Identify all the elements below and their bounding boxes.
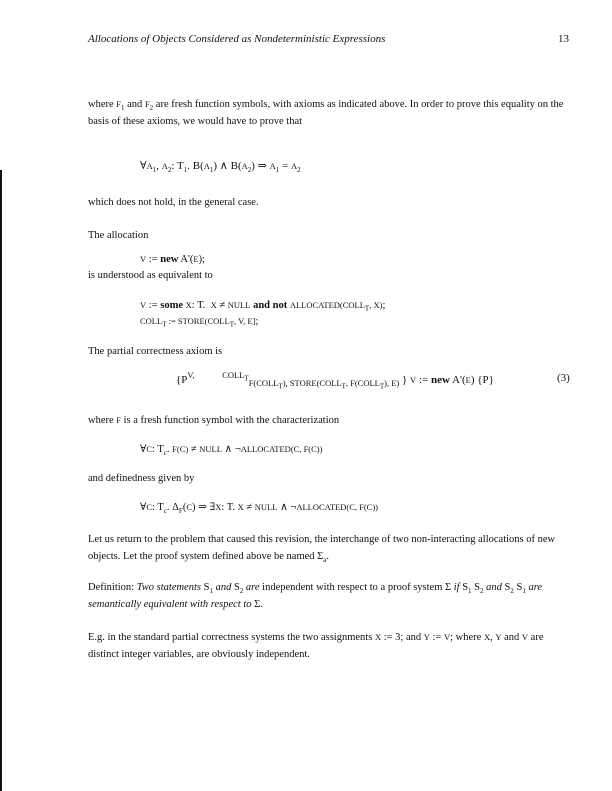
page-number: 13 xyxy=(558,33,569,45)
paragraph-9: Definition: Two statements $S_1$ and $S_2$ are independent with respect to a proof system Σ if $S_1$ $S_2$ and $S_2$ $S_1$ are semantically equivalent with respect to Σ. xyxy=(88,582,543,610)
formula-5: ∀C: $T_c$. F(C) ≠ NULL ∧ ¬ALLOCATED(C, F(C)) xyxy=(140,444,323,458)
equation-number: (3) xyxy=(557,372,570,384)
formula-1: $\forall A_1$, $A_2$: $T_1$. $B(A_1)$ ∧ $B(A_2)$ ⇒ $A_1 = A_2$ xyxy=(140,160,301,175)
formula-6: ∀C: $T_c$. $\Delta_F(C)$ ⇒ ∃X: T. X ≠ NULL ∧ ¬ALLOCATED(C, F(C)) xyxy=(140,502,379,516)
paragraph-6: where F is a fresh function symbol with the characterization xyxy=(88,415,340,426)
paragraph-3: The allocation xyxy=(88,230,149,241)
paragraph-7: and definedness given by xyxy=(88,473,195,484)
formula-2: V := new A'(E); xyxy=(140,254,205,265)
paragraph-10: E.g. in the standard partial correctness systems the two assignments X := 3; and Y := V; where X, Y and V are distinct integer variables, are obviously independent. xyxy=(88,632,544,660)
paragraph-8: Let us return to the problem that caused this revision, the interchange of two non-interacting allocations of new objects. Let the proof system defined above be named $\Sigma_a$. xyxy=(88,534,556,564)
paragraph-5: The partial correctness axiom is xyxy=(88,346,223,357)
formula-3a: V := some X: T. X ≠ NULL and not $ALLOCATED(COLL_T$, X); xyxy=(140,300,386,313)
paragraph-2: which does not hold, in the general case. xyxy=(88,197,259,208)
formula-3b: $COLL_T$ := $STORE(COLL_T$, V, E]; xyxy=(140,316,259,329)
paragraph-4: is understood as equivalent to xyxy=(88,270,213,281)
formula-axiom: {$P^{V, COLL_T}_{F(COLL_T), STORE(COLL_T, F(COLL_T), E)}$ } V := new A'(E) {P} xyxy=(176,370,494,391)
paragraph-1: where $F_1$ and $F_2$ are fresh function symbols, with axioms as indicated above. In order to prove this equality on the basis of these axioms, we would have to prove that xyxy=(88,99,564,127)
running-header: Allocations of Objects Considered as Nondeterministic Expressions xyxy=(88,33,386,45)
scan-edge xyxy=(0,170,2,791)
